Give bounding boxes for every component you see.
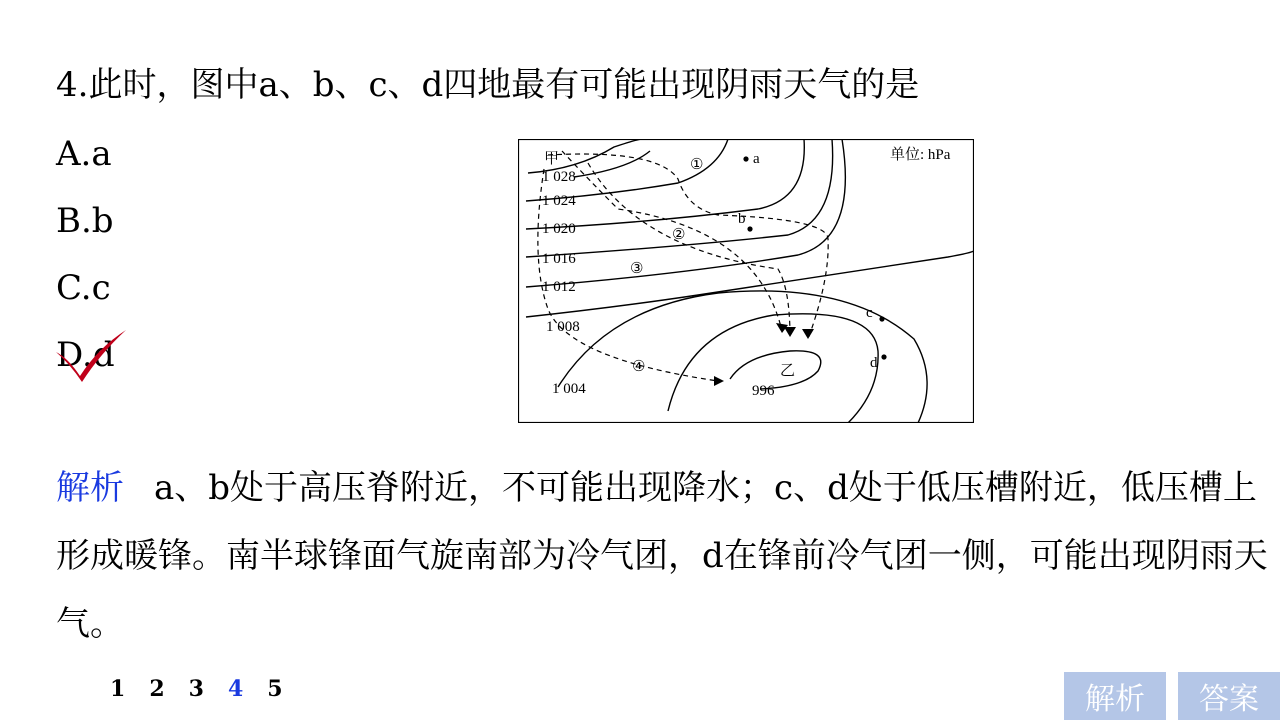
- map-unit-label: 单位: hPa: [890, 147, 951, 163]
- isobar-label-1024: 1 024: [542, 193, 576, 209]
- page-2-link[interactable]: 2: [149, 676, 165, 702]
- page-1-link[interactable]: 1: [110, 676, 126, 702]
- isobar-label-1004: 1 004: [552, 381, 586, 397]
- analysis-title: 解析: [56, 468, 124, 508]
- question-text: 4.此时，图中a、b、c、d四地最有可能出现阴雨天气的是: [56, 65, 920, 105]
- isobar-label-1028: 1 028: [542, 169, 576, 185]
- option-c[interactable]: C.c: [56, 268, 111, 308]
- isobar-label-996: 996: [752, 383, 775, 399]
- page-nav: [110, 676, 283, 702]
- option-a[interactable]: A.a: [56, 134, 112, 174]
- path-label-4: ④: [632, 359, 646, 375]
- analysis-text: a、b处于高压脊附近，不可能出现降水；c、d处于低压槽附近，低压槽上形成暖锋。南半球锋面气旋南部为冷气团，d在锋前冷气团一侧，可能出现阴雨天气。: [56, 468, 1268, 644]
- option-b[interactable]: B.b: [56, 201, 114, 241]
- path-label-2: ②: [672, 227, 686, 243]
- isobar-map: [518, 139, 974, 423]
- point-d-marker: [881, 354, 886, 359]
- point-d-label: d: [870, 355, 878, 371]
- isobar-label-1008: 1 008: [546, 319, 580, 335]
- option-d[interactable]: D.d: [56, 335, 115, 375]
- point-a-label: a: [753, 151, 760, 167]
- high-center-label: 甲: [544, 151, 560, 167]
- point-a-marker: [743, 156, 748, 161]
- point-c-label: c: [866, 305, 873, 321]
- isobar-label-1016: 1 016: [542, 251, 576, 267]
- answer-button[interactable]: 答案: [1178, 672, 1280, 720]
- point-c-marker: [879, 316, 884, 321]
- page-3-link[interactable]: 3: [188, 676, 204, 702]
- low-center-label: 乙: [780, 363, 796, 379]
- path-label-3: ③: [630, 261, 644, 277]
- page-5-link[interactable]: 5: [267, 676, 283, 702]
- page-4-link[interactable]: 4: [227, 676, 244, 702]
- analysis-block: [56, 454, 1268, 658]
- point-b-marker: [747, 226, 752, 231]
- isobar-label-1020: 1 020: [542, 221, 576, 237]
- isobar-label-1012: 1 012: [542, 279, 576, 295]
- analysis-button[interactable]: 解析: [1064, 672, 1166, 720]
- path-label-1: ①: [690, 157, 704, 173]
- point-b-label: b: [738, 211, 746, 227]
- correct-check-icon: [54, 328, 130, 384]
